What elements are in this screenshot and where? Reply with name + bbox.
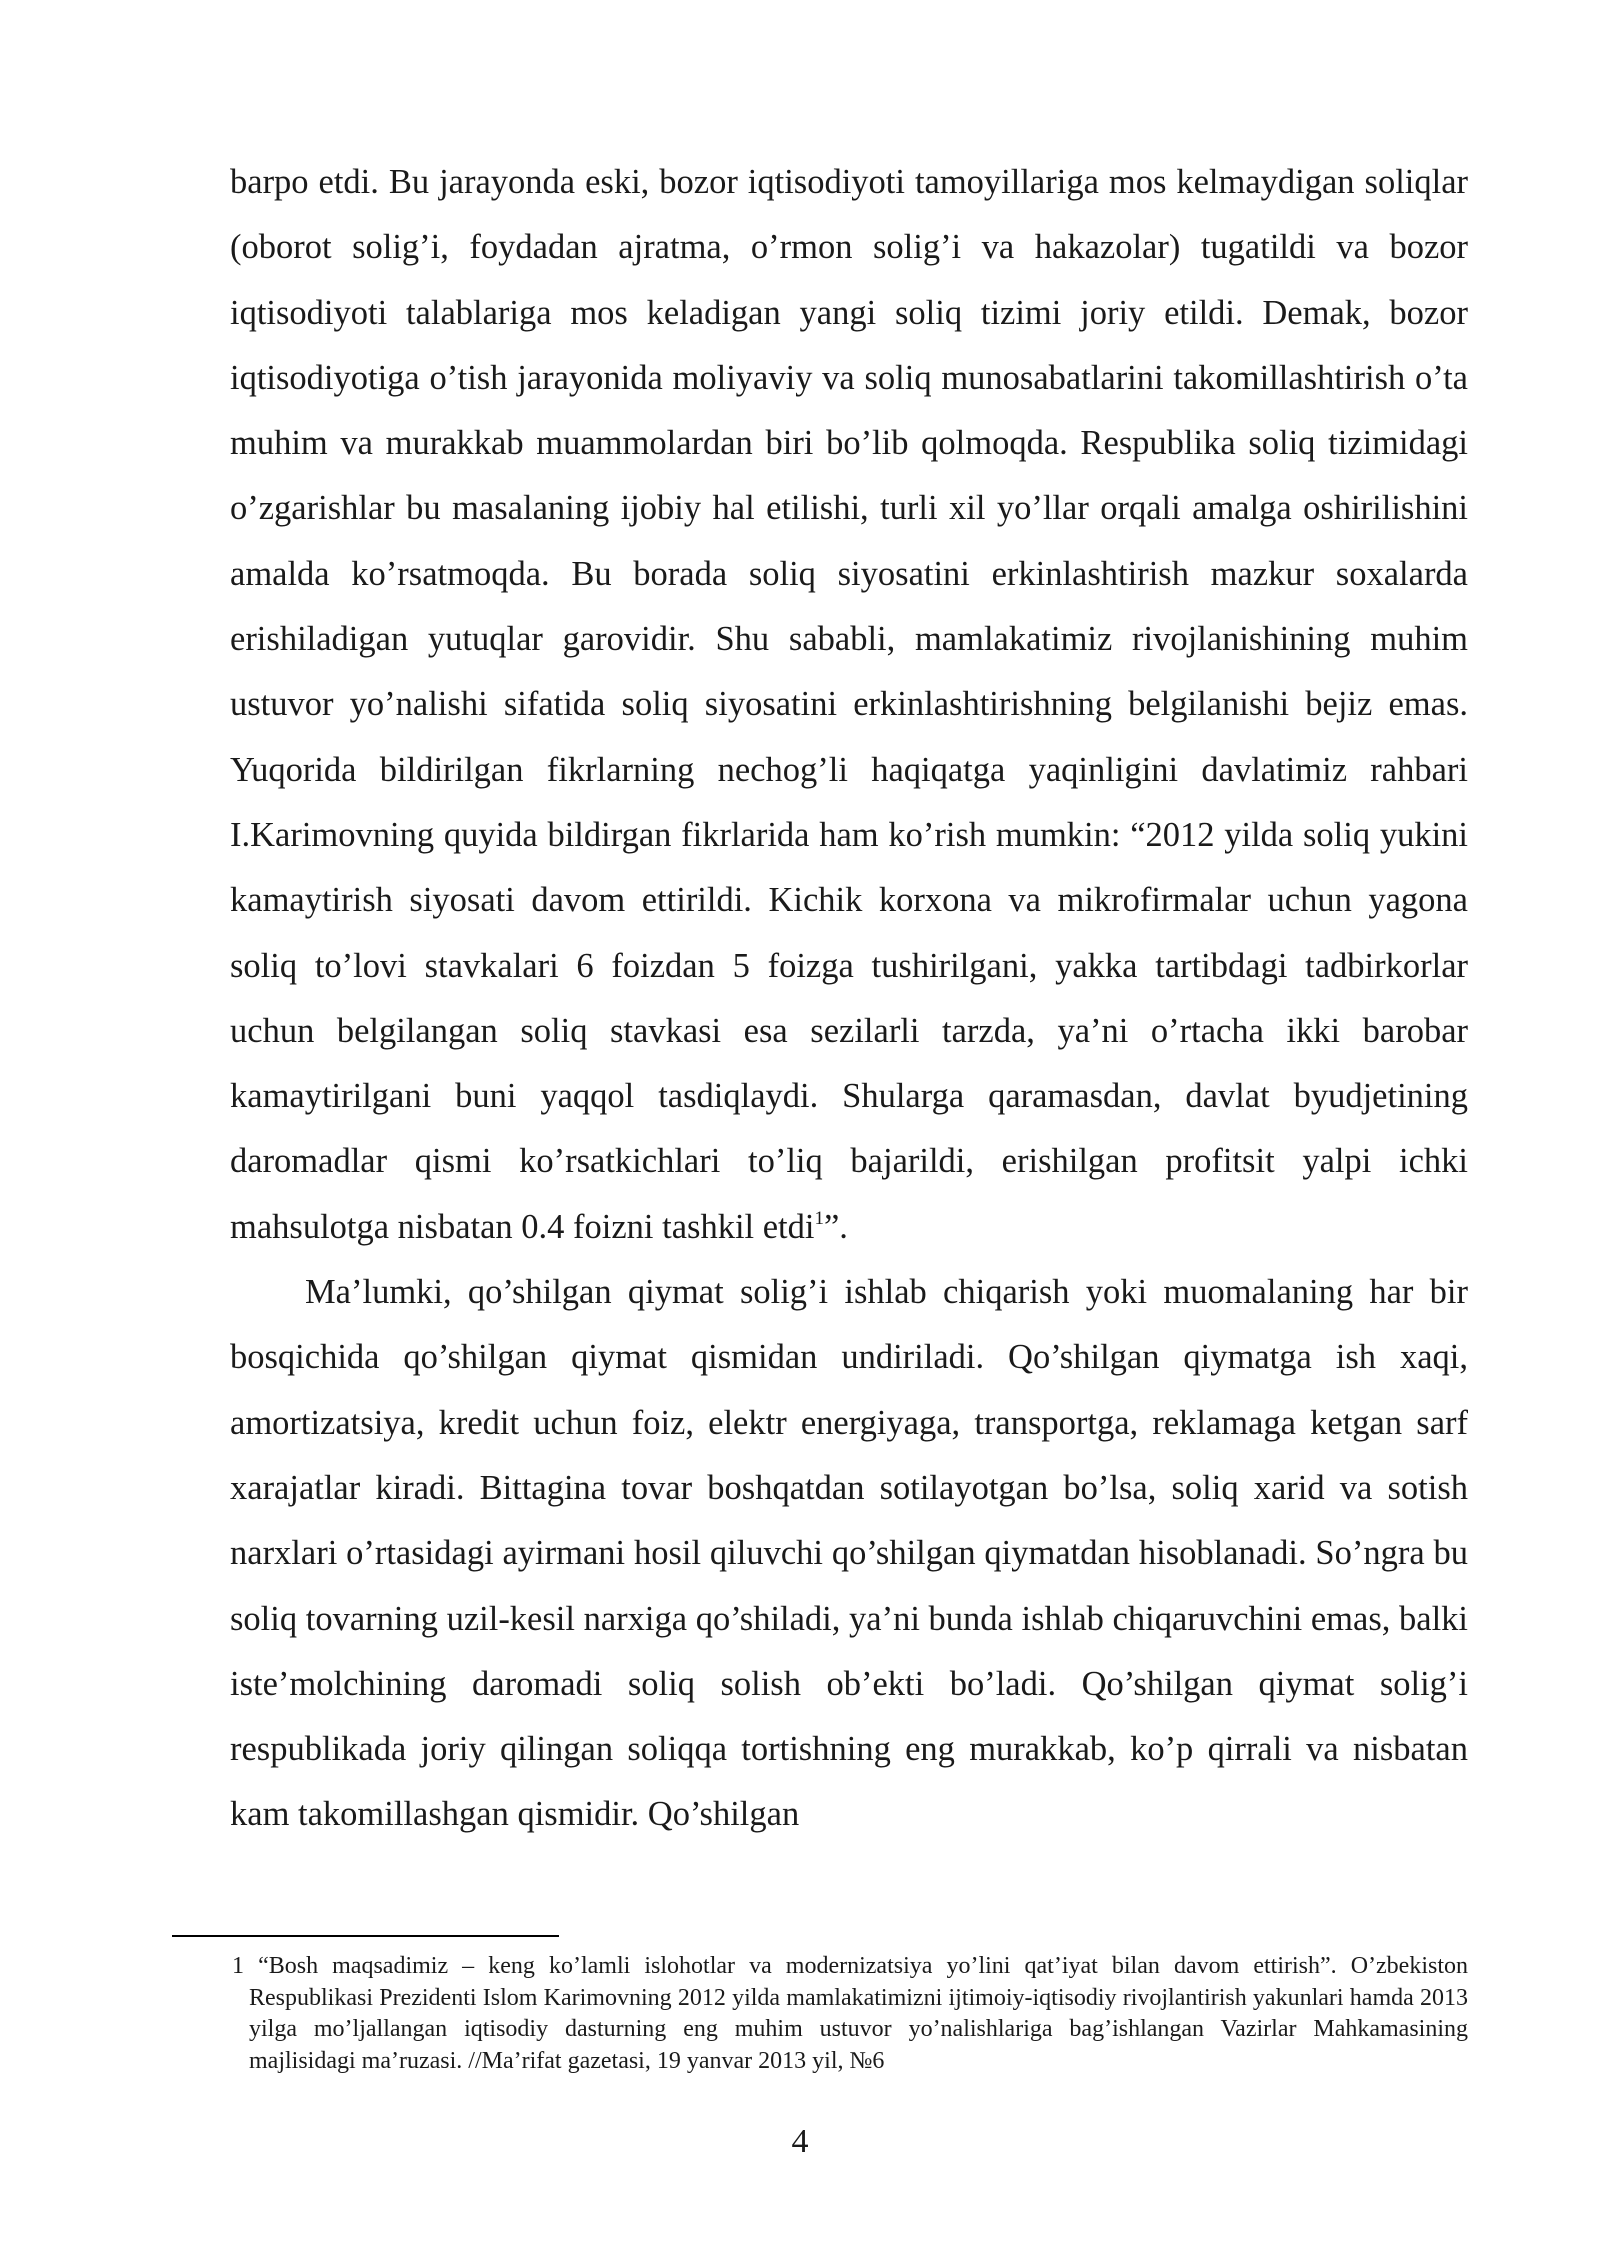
page-number: 4	[791, 2123, 809, 2160]
paragraph-2: Ma’lumki, qo’shilgan qiymat solig’i ishlab chiqarish yoki muomalaning har bir bosqichida qo’shilgan qiymat qismidan undiriladi. Qo’shilgan qiymatga ish xaqi, amortizatsiya, kredit uchun foiz, elektr energiyaga, transportga, reklamaga ketgan sarf xarajatlar kiradi. Bittagina tovar boshqatdan sotilayotgan bo’lsa, soliq xarid va sotish narxlari o’rtasidagi ayirmani hosil qiluvchi qo’shilgan qiymatdan hisoblanadi. So’ngra bu soliq tovarning uzil-kesil narxiga qo’shiladi, ya’ni bunda ishlab chiqaruvchini emas, balki iste’molchining daromadi soliq solish ob’ekti bo’ladi. Qo’shilgan qiymat solig’i respublikada joriy qilingan soliqqa tortishning eng murakkab, ko’p qirrali va nisbatan kam takomillashgan qismidir. Qo’shilgan	[230, 1273, 1468, 1834]
footnote	[232, 1951, 1468, 2077]
footnote-body	[232, 1951, 1468, 2077]
footnote-number: 1	[232, 1953, 244, 1979]
footnote-reference[interactable]: 1	[814, 1207, 824, 1229]
footnote-text: “Bosh maqsadimiz – keng ko’lamli islohotlar va modernizatsiya yo’lini qat’iyat bilan davom ettirish”. O’zbekiston Respublikasi Prezidenti Islom Karimovning 2012 yilda mamlakatimizni ijtimoiy-iqtisodiy rivojlantirish yakunlari hamda 2013 yilga mo’ljallangan iqtisodiy dasturning eng muhim ustuvor yo’nalishlariga bag’ishlangan Vazirlar Mahkamasining majlisidagi ma’ruzasi. //Ma’rifat gazetasi, 19 yanvar 2013 yil, №6	[249, 1953, 1469, 2074]
paragraph-1-end: ”.	[823, 1207, 848, 1246]
main-text	[230, 150, 1468, 1848]
footnote-separator	[172, 1935, 559, 1937]
paragraph-1-text: barpo etdi. Bu jarayonda eski, bozor iqtisodiyoti tamoyillariga mos kelmaydigan soliqlar (oborot solig’i, foydadan ajratma, o’rmon solig’i va hakazolar) tugatildi va bozor iqtisodiyoti talablariga mos keladigan yangi soliq tizimi joriy etildi. Demak, bozor iqtisodiyotiga o’tish jarayonida moliyaviy va soliq munosabatlarini takomillashtirish o’ta muhim va murakkab muammolardan biri bo’lib qolmoqda. Respublika soliq tizimidagi o’zgarishlar bu masalaning ijobiy hal etilishi, turli xil yo’llar orqali amalga oshirilishini amalda ko’rsatmoqda. Bu borada soliq siyosatini erkinlashtirish mazkur soxalarda erishiladigan yutuqlar garovidir. Shu sababli, mamlakatimiz rivojlanishining muhim ustuvor yo’nalishi sifatida soliq siyosatini erkinlashtirishning belgilanishi bejiz emas. Yuqorida bildirilgan fikrlarning nechog’li haqiqatga yaqinligini davlatimiz rahbari I.Karimovning quyida bildirgan fikrlarida ham ko’rish mumkin: “2012 yilda soliq yukini kamaytirish siyosati davom ettirildi. Kichik korxona va mikrofirmalar uchun yagona soliq to’lovi stavkalari 6 foizdan 5 foizga tushirilgani, yakka tartibdagi tadbirkorlar uchun belgilangan soliq stavkasi esa sezilarli tarzda, ya’ni o’rtacha ikki barobar kamaytirilgani buni yaqqol tasdiqlaydi. Shularga qaramasdan, davlat byudjetining daromadlar qismi ko’rsatkichlari to’liq bajarildi, erishilgan profitsit yalpi ichki mahsulotga nisbatan 0.4 foizni tashkil etdi	[230, 163, 1468, 1246]
paragraph-continuation	[230, 150, 1468, 1260]
